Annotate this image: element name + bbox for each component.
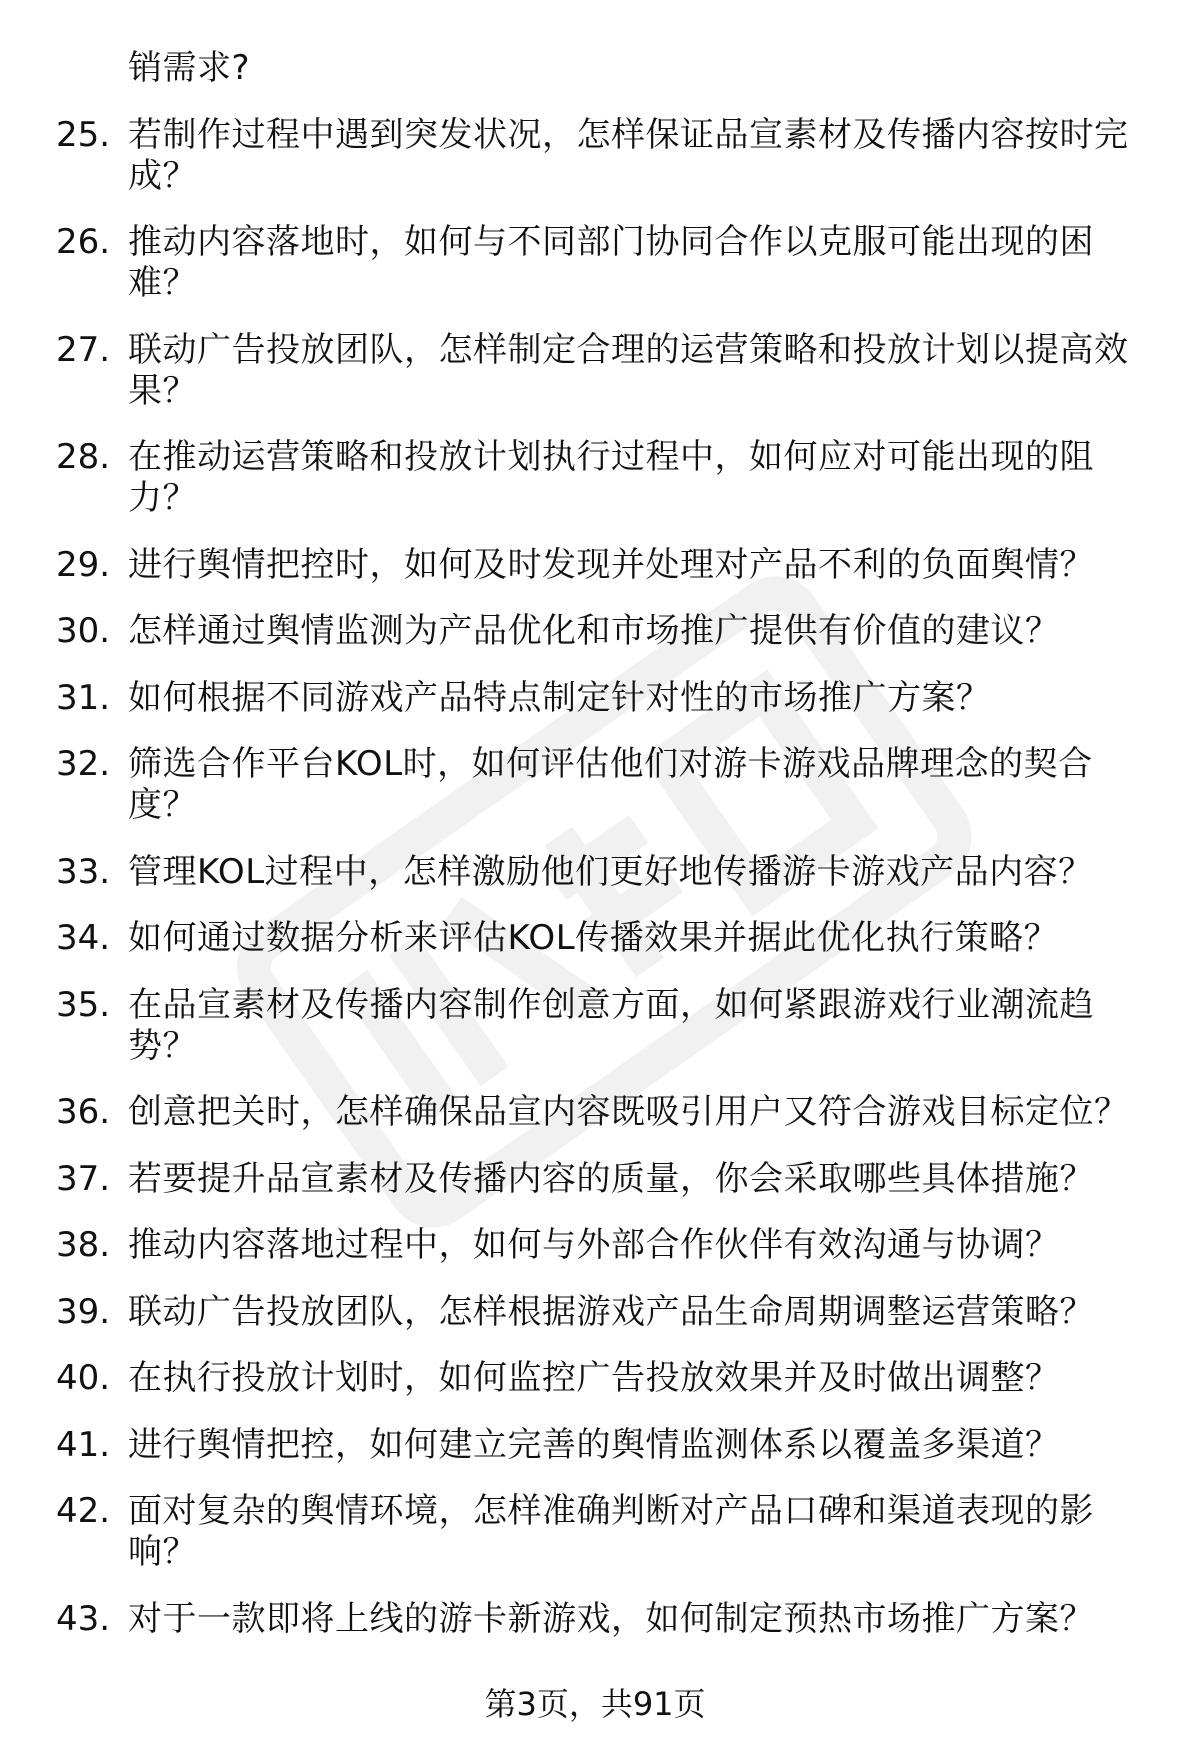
list-item bbox=[56, 1225, 1146, 1266]
list-item-text: 面对复杂的舆情环境，怎样准确判断对产品口碑和渠道表现的影响？ bbox=[128, 1491, 1094, 1572]
list-item bbox=[56, 1159, 1146, 1200]
list-item-number: 26. bbox=[56, 222, 111, 262]
list-item bbox=[56, 1358, 1146, 1399]
list-item-number: 30. bbox=[56, 611, 111, 651]
list-item-number: 34. bbox=[56, 918, 111, 958]
list-item-text: 在推动运营策略和投放计划执行过程中，如何应对可能出现的阻力？ bbox=[128, 437, 1094, 518]
list-item-number: 39. bbox=[56, 1291, 111, 1332]
list-item-number: 27. bbox=[56, 329, 111, 370]
list-item-number: 42. bbox=[56, 1491, 111, 1531]
list-item bbox=[56, 545, 1146, 586]
list-item bbox=[56, 330, 1146, 412]
list-item-number: 43. bbox=[56, 1598, 111, 1639]
page-footer: 第3页，共91页 bbox=[484, 1685, 706, 1723]
list-item bbox=[56, 852, 1146, 893]
list-item bbox=[56, 678, 1146, 719]
list-item-text: 怎样通过舆情监测为产品优化和市场推广提供有价值的建议？ bbox=[128, 611, 1060, 651]
list-item bbox=[56, 1491, 1146, 1573]
list-item bbox=[56, 918, 1146, 959]
list-item-text: 进行舆情把控，如何建立完善的舆情监测体系以覆盖多渠道？ bbox=[128, 1424, 1060, 1465]
list-item-number: 35. bbox=[56, 984, 111, 1025]
list-item-text: 创意把关时，怎样确保品宣内容既吸引用户又符合游戏目标定位？ bbox=[128, 1092, 1129, 1132]
list-item bbox=[56, 985, 1146, 1067]
list-item-text: 在品宣素材及传播内容制作创意方面，如何紧跟游戏行业潮流趋势？ bbox=[128, 984, 1094, 1066]
list-item-number: 28. bbox=[56, 437, 111, 477]
list-item-text: 管理KOL过程中，怎样激励他们更好地传播游卡游戏产品内容？ bbox=[128, 851, 1093, 892]
list-item-text: 对于一款即将上线的游卡新游戏，如何制定预热市场推广方案？ bbox=[128, 1598, 1094, 1639]
list-item-continuation bbox=[56, 48, 1146, 89]
list-item-number: 31. bbox=[56, 677, 111, 718]
list-item-number: 38. bbox=[56, 1225, 111, 1265]
list-item-number: 41. bbox=[56, 1424, 111, 1465]
list-item bbox=[56, 1092, 1146, 1133]
list-item bbox=[56, 1599, 1146, 1640]
list-item bbox=[56, 1292, 1146, 1333]
list-item bbox=[56, 1425, 1146, 1466]
list-item-number: 32. bbox=[56, 744, 111, 784]
list-item-text: 进行舆情把控时，如何及时发现并处理对产品不利的负面舆情？ bbox=[128, 544, 1094, 585]
list-item-text: 销需求? bbox=[128, 48, 251, 88]
list-item-text: 如何通过数据分析来评估KOL传播效果并据此优化执行策略？ bbox=[128, 918, 1059, 958]
list-item-text: 推动内容落地过程中，如何与外部合作伙伴有效沟通与协调？ bbox=[128, 1225, 1060, 1265]
list-item-number: 33. bbox=[56, 851, 111, 892]
list-item-text: 推动内容落地时，如何与不同部门协同合作以克服可能出现的困难？ bbox=[128, 222, 1094, 303]
list-item-text: 筛选合作平台KOL时，如何评估他们对游卡游戏品牌理念的契合度？ bbox=[128, 744, 1093, 825]
list-item bbox=[56, 222, 1146, 304]
list-item bbox=[56, 744, 1146, 826]
list-item-text: 在执行投放计划时，如何监控广告投放效果并及时做出调整？ bbox=[128, 1358, 1060, 1398]
list-item-number: 29. bbox=[56, 544, 111, 585]
list-item-text: 若制作过程中遇到突发状况，怎样保证品宣素材及传播内容按时完成？ bbox=[128, 114, 1129, 196]
list-item bbox=[56, 437, 1146, 519]
list-item-text: 联动广告投放团队，怎样制定合理的运营策略和投放计划以提高效果？ bbox=[128, 329, 1129, 411]
question-list bbox=[56, 48, 1146, 1665]
list-item-number: 40. bbox=[56, 1358, 111, 1398]
list-item-text: 如何根据不同游戏产品特点制定针对性的市场推广方案？ bbox=[128, 677, 991, 718]
list-item-number: 36. bbox=[56, 1092, 111, 1132]
list-item-text: 联动广告投放团队，怎样根据游戏产品生命周期调整运营策略？ bbox=[128, 1291, 1094, 1332]
list-item-text: 若要提升品宣素材及传播内容的质量，你会采取哪些具体措施？ bbox=[128, 1158, 1094, 1199]
list-item bbox=[56, 611, 1146, 652]
list-item-number: 25. bbox=[56, 114, 111, 155]
list-item bbox=[56, 115, 1146, 197]
list-item-number: 37. bbox=[56, 1158, 111, 1199]
